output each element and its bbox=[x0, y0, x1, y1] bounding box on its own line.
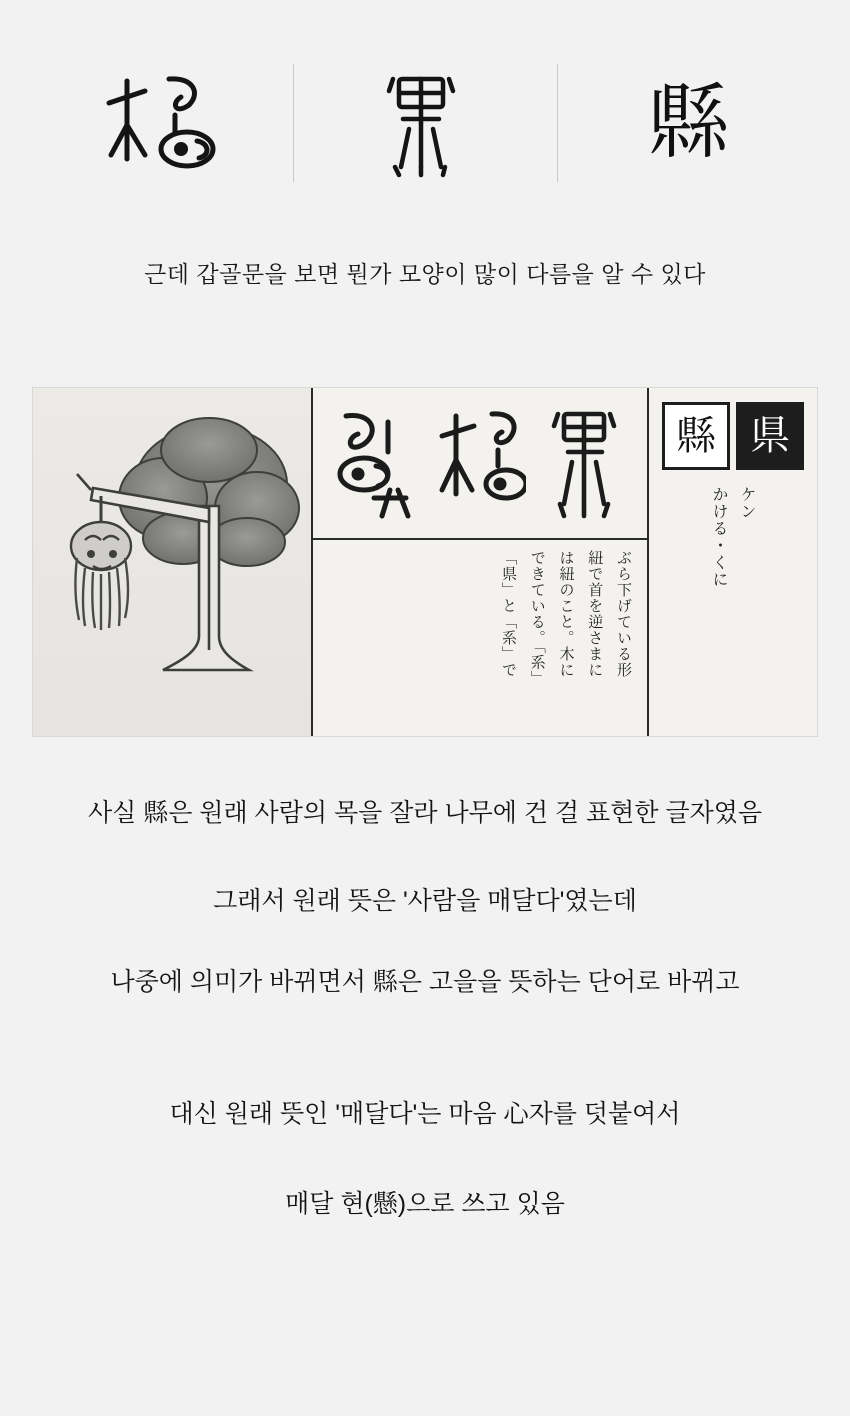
paragraph-5: 매달 현(懸)으로 쓰고 있음 bbox=[285, 1190, 565, 1218]
figure-reading-kun: かける・くに bbox=[710, 486, 729, 588]
oracle-bone-script-icon bbox=[97, 63, 227, 183]
glyph-cell-seal bbox=[293, 48, 556, 198]
figure-note-line: できている。「系」 bbox=[528, 550, 547, 687]
figure-kanji-boxes bbox=[649, 388, 817, 470]
figure-right-panel bbox=[647, 388, 817, 736]
figure-glyph-bronze-icon bbox=[328, 402, 420, 524]
figure-note-line: ぶら下げている形 bbox=[615, 550, 633, 678]
tree-and-hanging-head-illustration bbox=[33, 388, 311, 736]
figure-japanese-notes bbox=[313, 540, 647, 736]
kanji-box-shinjitai: 県 bbox=[736, 402, 804, 470]
figure-glyph-oracle-icon bbox=[434, 402, 526, 524]
figure-illustration bbox=[33, 388, 311, 736]
figure-glyph-seal-icon bbox=[540, 400, 632, 526]
figure-middle-panel bbox=[311, 388, 647, 736]
paragraph-4: 대신 원래 뜻인 '매달다'는 마음 心자를 덧붙여서 bbox=[169, 1099, 681, 1128]
scanned-figure bbox=[32, 387, 818, 737]
figure-glyph-row bbox=[313, 388, 647, 540]
seal-script-icon bbox=[365, 63, 485, 183]
figure-readings bbox=[649, 470, 817, 588]
modern-script-char: 縣 bbox=[647, 75, 730, 170]
kanji-box-kyujitai: 縣 bbox=[662, 402, 730, 470]
figure-note-line: 「県」と「系」で bbox=[500, 550, 518, 678]
glyph-strip bbox=[30, 48, 820, 198]
figure-reading-on: ケン bbox=[738, 486, 757, 520]
paragraph-2: 그래서 원래 뜻은 '사람을 매달다'였는데 bbox=[213, 887, 637, 916]
paragraph-3: 나중에 의미가 바뀌면서 縣은 고을을 뜻하는 단어로 바뀌고 bbox=[110, 967, 740, 996]
glyph-cell-oracle bbox=[30, 48, 293, 198]
glyph-cell-modern bbox=[557, 48, 820, 198]
caption-line-1: 근데 갑골문을 보면 뭔가 모양이 많이 다름을 알 수 있다 bbox=[144, 261, 706, 287]
figure-note-line: 紐で首を逆さまに bbox=[586, 550, 605, 678]
figure-note-line: は紐のこと。木に bbox=[557, 550, 576, 678]
paragraph-1: 사실 縣은 원래 사람의 목을 잘라 나무에 건 걸 표현한 글자였음 bbox=[87, 799, 763, 827]
